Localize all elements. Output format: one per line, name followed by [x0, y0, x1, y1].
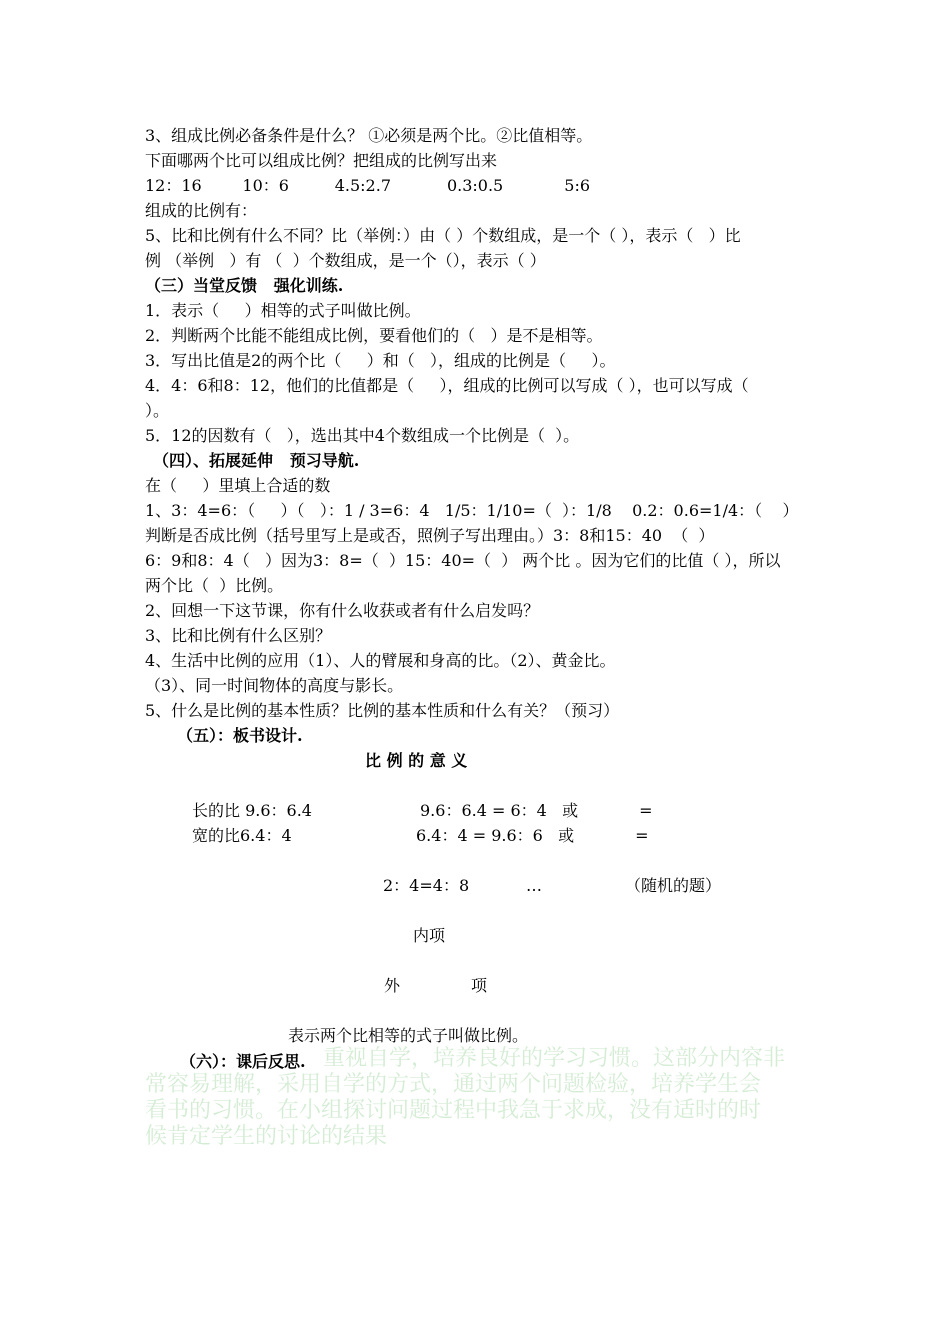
section-4-line: 1、3：4=6：（ ）（ ）：1 / 3=6：4 1/5：1/10=（ ）：1/8 0.2：0.6=1/4：（ ） — [145, 501, 799, 520]
inner-term-label: 内项 — [413, 926, 446, 945]
section-4-line: 判断是否成比例（括号里写上是或否，照例子写出理由。）3：8和15：40 （ ） — [145, 526, 715, 545]
section-3-item-2: 2．判断两个比能不能组成比例，要看他们的（ ）是不是相等。 — [145, 326, 603, 345]
question-5-line-1: 5、比和比例有什么不同？比（举例：）由（ ）个数组成，是一个（ ），表示（ ）比 — [145, 226, 741, 245]
section-4-line: 2、回想一下这节课，你有什么收获或者有什么启发吗？ — [145, 601, 540, 620]
section-3-item-3: 3．写出比值是2的两个比（ ）和（ ），组成的比例是（ ）。 — [145, 351, 616, 370]
section-4-line: 在（ ）里填上合适的数 — [145, 476, 331, 495]
definition: 表示两个比相等的式子叫做比例。 — [288, 1026, 529, 1045]
ratio-result-label: 组成的比例有： — [145, 201, 258, 220]
section-4-heading: （四）、拓展延伸 预习导航. — [153, 451, 360, 470]
section-3-item-5: 5．12的因数有（ ），选出其中4个数组成一个比例是（ ）。 — [145, 426, 580, 445]
section-4-line: 两个比（ ）比例。 — [145, 576, 284, 595]
section-4-line: 6：9和8：4（ ）因为3：8=（ ）15：40=（ ） 两个比 。因为它们的比值（ ），所以 — [145, 551, 781, 570]
reflection-line-3: 看书的习惯。在小组探讨问题过程中我急于求成，没有适时的时 — [145, 1098, 762, 1123]
length-ratio: 长的比 9.6：6.4 — [192, 801, 312, 820]
section-4-line: 3、比和比例有什么区别？ — [145, 626, 332, 645]
section-6-heading: （六）：课后反思. — [180, 1052, 306, 1071]
reflection-line-4: 候肯定学生的讨论的结果 — [145, 1124, 388, 1149]
section-4-line: （3）、同一时间物体的高度与影长。 — [145, 676, 404, 695]
question-5-line-2: 例 （举例 ）有 （ ）个数组成，是一个（），表示（ ） — [145, 251, 546, 270]
reflection-line-2: 常容易理解，采用自学的方式，通过两个问题检验，培养学生会 — [145, 1072, 762, 1097]
ellipsis: … — [526, 876, 542, 895]
section-3-item-4: 4．4：6和8：12，他们的比值都是（ ），组成的比例可以写成（ ），也可以写成（ — [145, 376, 749, 395]
question-3: 3、组成比例必备条件是什么？ ①必须是两个比。②比值相等。 — [145, 126, 593, 145]
length-proportion: 9.6：6.4 = 6：4 或 = — [420, 801, 653, 820]
section-4-line: 5、什么是比例的基本性质？比例的基本性质和什么有关？（预习） — [145, 701, 620, 720]
random-note: （随机的题） — [625, 876, 722, 895]
section-3-heading: （三）当堂反馈 强化训练. — [145, 276, 344, 295]
question-3-task: 下面哪两个比可以组成比例？把组成的比例写出来 — [145, 151, 498, 170]
board-title: 比 例 的 意 义 — [365, 751, 468, 770]
width-proportion: 6.4：4 = 9.6：6 或 = — [416, 826, 649, 845]
width-ratio: 宽的比6.4：4 — [192, 826, 292, 845]
section-4-line: 4、生活中比例的应用（1）、人的臂展和身高的比。（2）、黄金比。 — [145, 651, 616, 670]
outer-term-label-2: 项 — [471, 976, 488, 995]
reflection-line-1: 重视自学，培养良好的学习习惯。这部分内容非 — [323, 1046, 786, 1071]
section-5-heading: （五）：板书设计. — [177, 726, 303, 745]
example-proportion: 2：4=4：8 — [383, 876, 470, 895]
section-3-item-4-cont: ）。 — [145, 401, 170, 420]
ratio-list: 12：16 10：6 4.5:2.7 0.3:0.5 5:6 — [145, 176, 591, 195]
outer-term-label-1: 外 — [384, 976, 401, 995]
section-3-item-1: 1．表示（ ）相等的式子叫做比例。 — [145, 301, 421, 320]
